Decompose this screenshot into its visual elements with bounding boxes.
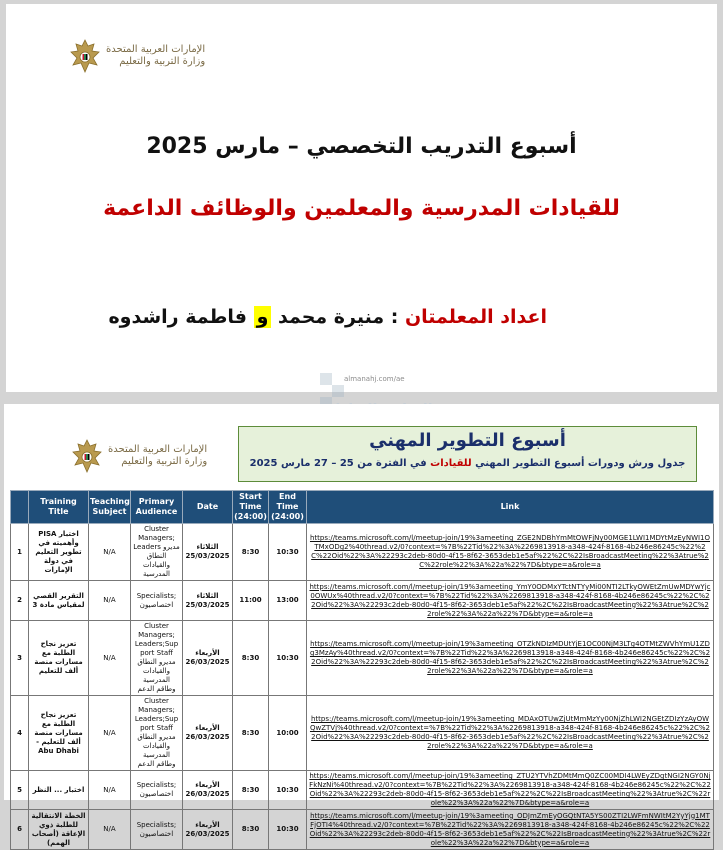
primary-audience: Cluster Managers; Leaders;Sup port Staff مديرو النطاق والقيادات المدرسية وطاقم الدعم: [131, 621, 183, 696]
banner-sub-part-1: جدول ورش ودورات أسبوع التطوير المهني: [471, 458, 686, 469]
ministry-logo-2: [70, 438, 207, 478]
cover-page: [6, 4, 717, 392]
table-header-row: [11, 491, 714, 524]
author-name-1: منيرة محمد: [278, 306, 385, 328]
start-time: 8:30: [233, 621, 269, 696]
teaching-subject: N/A: [89, 810, 131, 850]
teams-link[interactable]: https://teams.microsoft.com/l/meetup-join/19%3ameeting_YmY0ODMxYTctNTYyMi00NTI2LTkyOWEtZmUwMDYwYjc0OWUx%40thread.v2/0?context=%7B%22Tid%22%3A%2269813918-a348-424f-8168-4b246e86245c%22%2C%22Oid%22%3A%22293c2deb-80d0-4f15-8f62-3653deb1e5af%22%2C%22IsBroadcastMeeting%22%3Atrue%2C%22role%22%3A%22a%22%7D&btype=a&role=a: [307, 581, 714, 621]
teams-link[interactable]: https://teams.microsoft.com/l/meetup-join/19%3ameeting_ODJmZmEyOGQtNTA5YS00ZTI2LWFmNWItM2YyYjg1MTFjOTI4%40thread.v2/0?context=%7B%22Tid%22%3A%2269813918-a348-424f-8168-4b246e86245c%22%2C%22Oid%22%3A%22293c2deb-80d0-4f15-8f62-3653deb1e5af%22%2C%22IsBroadcastMeeting%22%3Atrue%2C%22role%22%3A%22a%22%7D&btype=a&role=a: [307, 810, 714, 850]
session-date: الأربعاء 26/03/2025: [183, 771, 233, 810]
header-cell: Training Title: [29, 491, 89, 524]
end-time: 13:00: [269, 581, 307, 621]
start-time: 8:30: [233, 696, 269, 771]
start-time: 11:00: [233, 581, 269, 621]
author-name-2: فاطمة راشدوه: [108, 306, 247, 328]
primary-audience: Cluster Managers; Leaders;Sup port Staff مديرو النطاق والقيادات المدرسية وطاقم الدعم: [131, 696, 183, 771]
prepared-by: [108, 306, 547, 328]
banner-sub-highlight: للقيادات: [430, 458, 472, 469]
banner-title: أسبوع التطوير المهني: [369, 430, 566, 451]
end-time: 10:00: [269, 696, 307, 771]
header-cell: Date: [183, 491, 233, 524]
header-cell: Primary Audience: [131, 491, 183, 524]
primary-audience: Specialists; اختصاصيون: [131, 771, 183, 810]
prepared-by-label: اعداد المعلمتان: [404, 306, 547, 328]
watermark-site: almanahj.com/ae: [344, 375, 405, 383]
row-number: 4: [11, 696, 29, 771]
ministry-logo: [68, 38, 205, 78]
cover-title-line-1: أسبوع التدريب التخصصي – مارس 2025: [146, 134, 577, 159]
row-number: 5: [11, 771, 29, 810]
logo-line-2: وزارة التربية والتعليم: [121, 456, 208, 467]
training-title: اختبار PISA وأهميته في تطوير التعليم في دولة الإمارات: [29, 524, 89, 581]
table-row: [11, 771, 714, 810]
falcon-emblem-icon: [70, 438, 104, 478]
row-number: 1: [11, 524, 29, 581]
start-time: 8:30: [233, 524, 269, 581]
teaching-subject: N/A: [89, 581, 131, 621]
training-title: تعزيز نجاح الطلبة مع مسارات منصة ألف للتعليم - Abu Dhabi: [29, 696, 89, 771]
table-row: [11, 581, 714, 621]
training-title: تعزيز نجاح الطلبة مع مسارات منصة ألف للتعليم: [29, 621, 89, 696]
start-time: 8:30: [233, 810, 269, 850]
end-time: 10:30: [269, 771, 307, 810]
training-title: التقرير القصي لمقياس مادة 3: [29, 581, 89, 621]
cover-title-line-2: للقيادات المدرسية والمعلمين والوظائف الداعمة: [103, 196, 620, 221]
teaching-subject: N/A: [89, 621, 131, 696]
end-time: 10:30: [269, 621, 307, 696]
training-title: اختبار ... النظر: [29, 771, 89, 810]
session-date: الأربعاء 26/03/2025: [183, 696, 233, 771]
teaching-subject: N/A: [89, 524, 131, 581]
row-number: 3: [11, 621, 29, 696]
session-date: الثلاثاء 25/03/2025: [183, 524, 233, 581]
table-row: [11, 810, 714, 850]
schedule-page: [4, 404, 719, 847]
session-date: الأربعاء 26/03/2025: [183, 621, 233, 696]
logo-line-1: الإمارات العربية المتحدة: [106, 44, 206, 55]
header-cell: End Time (24:00): [269, 491, 307, 524]
header-cell: Start Time (24:00): [233, 491, 269, 524]
teams-link[interactable]: https://teams.microsoft.com/l/meetup-join/19%3ameeting_OTZkNDIzMDUtYjE1OC00NjM3LTg4OTMtZWVhYmU1ZDg3MzAy%40thread.v2/0?context=%7B%22Tid%22%3A%2269813918-a348-424f-8168-4b246e86245c%22%2C%22Oid%22%3A%22293c2deb-80d0-4f15-8f62-3653deb1e5af%22%2C%22IsBroadcastMeeting%22%3Atrue%2C%22role%22%3A%22a%22%7D&btype=a&role=a: [307, 621, 714, 696]
header-cell: Link: [307, 491, 714, 524]
prepared-by-colon: :: [384, 306, 405, 328]
training-title: الخطة الانتقالية للطلبة ذوي الإعاقة (أصحاب الهمم): [29, 810, 89, 850]
teams-link[interactable]: https://teams.microsoft.com/l/meetup-join/19%3ameeting_ZGE2NDBhYmMtOWFjNy00MGE1LWI1MDYtMzEyNWI1OTMxODg2%40thread.v2/0?context=%7B%22Tid%22%3A%2269813918-a348-424f-8168-4b246e86245c%22%2C%22Oid%22%3A%22293c2deb-80d0-4f15-8f62-3653deb1e5af%22%2C%22IsBroadcastMeeting%22%3Atrue%2C%22role%22%3A%22a%22%7D&btype=a&role=a: [307, 524, 714, 581]
teaching-subject: N/A: [89, 696, 131, 771]
primary-audience: Specialists; اختصاصيون: [131, 581, 183, 621]
row-number: 6: [11, 810, 29, 850]
row-number: 2: [11, 581, 29, 621]
teams-link[interactable]: https://teams.microsoft.com/l/meetup-join/19%3ameeting_ZTU2YTVhZDMtMmQ0ZC00MDI4LWEyZDgtNGI2NGY0NjFkNzNi%40thread.v2/0?context=%7B%22Tid%22%3A%2269813918-a348-424f-8168-4b246e86245c%22%2C%22Oid%22%3A%22293c2deb-80d0-4f15-8f62-3653deb1e5af%22%2C%22IsBroadcastMeeting%22%3Atrue%2C%22role%22%3A%22a%22%7D&btype=a&role=a: [307, 771, 714, 810]
banner-subtitle: [239, 458, 696, 469]
primary-audience: Specialists; اختصاصيون: [131, 810, 183, 850]
end-time: 10:30: [269, 810, 307, 850]
author-connector: و: [254, 306, 272, 328]
header-cell: Teaching Subject: [89, 491, 131, 524]
logo-line-2: وزارة التربية والتعليم: [119, 56, 206, 67]
end-time: 10:30: [269, 524, 307, 581]
logo-line-1: الإمارات العربية المتحدة: [108, 444, 208, 455]
header-cell: [11, 491, 29, 524]
falcon-emblem-icon: [68, 38, 102, 78]
teaching-subject: N/A: [89, 771, 131, 810]
start-time: 8:30: [233, 771, 269, 810]
primary-audience: Cluster Managers; Leaders مديرو النطاق والقيادات المدرسية: [131, 524, 183, 581]
schedule-banner: [238, 426, 697, 482]
schedule-table: [10, 490, 714, 850]
table-row: [11, 621, 714, 696]
session-date: الأربعاء 26/03/2025: [183, 810, 233, 850]
table-row: [11, 524, 714, 581]
session-date: الثلاثاء 25/03/2025: [183, 581, 233, 621]
banner-sub-part-2: في الفترة من 25 – 27 مارس 2025: [249, 458, 431, 469]
teams-link[interactable]: https://teams.microsoft.com/l/meetup-join/19%3ameeting_MDAxOTUwZjUtMmMzYy00NjZhLWI2NGEtZDIzYzAyOWQwZTVj%40thread.v2/0?context=%7B%22Tid%22%3A%2269813918-a348-424f-8168-4b246e86245c%22%2C%22Oid%22%3A%22293c2deb-80d0-4f15-8f62-3653deb1e5af%22%2C%22IsBroadcastMeeting%22%3Atrue%2C%22role%22%3A%22a%22%7D&btype=a&role=a: [307, 696, 714, 771]
table-row: [11, 696, 714, 771]
